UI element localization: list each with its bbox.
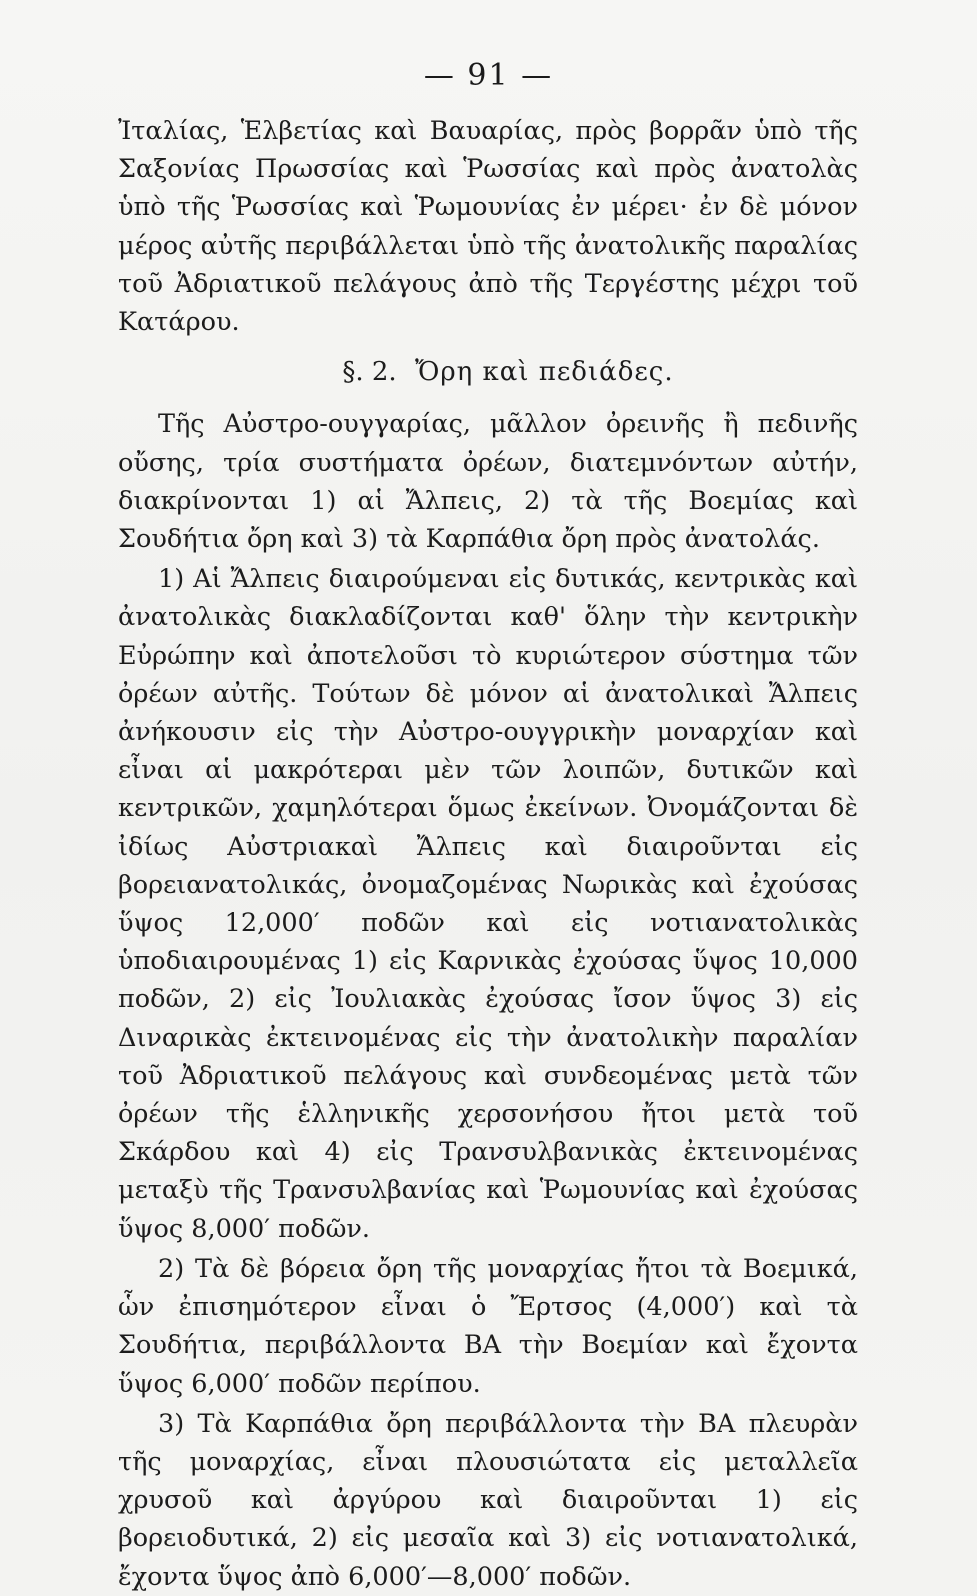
section-title: Ὄρη καὶ πεδιάδες. [414,357,674,388]
paragraph-bohemian-mountains: 2) Τὰ δὲ βόρεια ὄρη τῆς μοναρχίας ἤτοι τὰ Βοεμικά, ὧν ἐπισημότερον εἶναι ὁ Ἔρτσος (4,000′) καὶ τὰ Σουδήτια, περιβάλλοντα ΒΑ τὴν Βοεμίαν καὶ ἔχοντα ὕψος 6,000′ ποδῶν περίπου. [118,1253,858,1399]
page-body [118,112,858,1596]
intro-paragraph: Ἰταλίας, Ἑλβετίας καὶ Βαυαρίας, πρὸς βορρᾶν ὑπὸ τῆς Σαξονίας Πρωσσίας καὶ Ῥωσσίας καὶ πρὸς ἀνατολὰς ὑπὸ τῆς Ῥωσσίας καὶ Ῥωμουνίας ἐν μέρει· ἐν δὲ μόνον μέρος αὐτῆς περιβάλλεται ὑπὸ τῆς ἀνατολικῆς παραλίας τοῦ Ἀδριατικοῦ πελάγους ἀπὸ τῆς Τεργέστης μέχρι τοῦ Κατάρου. [118,116,858,338]
paragraph-alps: 1) Αἱ Ἄλπεις διαιρούμεναι εἰς δυτικάς, κεντρικὰς καὶ ἀνατολικὰς διακλαδίζονται καθ' ὅλην τὴν κεντρικὴν Εὐρώπην καὶ ἀποτελοῦσι τὸ κυριώτερον σύστημα τῶν ὀρέων αὐτῆς. Τούτων δὲ μόνον αἱ ἀνατολικαὶ Ἄλπεις ἀνήκουσιν εἰς τὴν Αὐστρο-ουγγρικὴν μοναρχίαν καὶ εἶναι αἱ μακρότεραι μὲν τῶν λοιπῶν, δυτικῶν καὶ κεντρικῶν, χαμηλότεραι ὅμως ἐκείνων. Ὀνομάζονται δὲ ἰδίως Αὐστριακαὶ Ἄλπεις καὶ διαιροῦνται εἰς βορειανατολικάς, ὀνομαζομένας Νωρικὰς καὶ ἐχούσας ὕψος 12,000′ ποδῶν καὶ εἰς νοτιανατολικὰς ὑποδιαιρουμένας 1) εἰς Καρνικὰς ἐχούσας ὕψος 10,000 ποδῶν, 2) εἰς Ἰουλιακὰς ἐχούσας ἴσον ὕψος 3) εἰς Διναρικὰς ἐκτεινομένας εἰς τὴν ἀνατολικὴν παραλίαν τοῦ Ἀδριατικοῦ πελάγους καὶ συνδεομένας μετὰ τῶν ὀρέων τῆς ἑλληνικῆς χερσονήσου ἤτοι μετὰ τοῦ Σκάρδου καὶ 4) εἰς Τρανσυλβανικὰς ἐκτεινομένας μεταξὺ τῆς Τρανσυλβανίας καὶ Ῥωμουνίας καὶ ἐχούσας ὕψος 8,000′ ποδῶν. [118,564,858,1244]
section-number: §. 2. [342,357,397,388]
paragraph-carpathians: 3) Τὰ Καρπάθια ὄρη περιβάλλοντα τὴν ΒΑ πλευρὰν τῆς μοναρχίας, εἶναι πλουσιώτατα εἰς μεταλλεῖα χρυσοῦ καὶ ἀργύρου καὶ διαιροῦνται 1) εἰς βορειοδυτικά, 2) εἰς μεσαῖα καὶ 3) εἰς νοτιανατολικά, ἔχοντα ὕψος ἀπὸ 6,000′—8,000′ ποδῶν. [118,1408,858,1592]
page-number: — 91 — [423,58,554,93]
section-heading [118,353,858,391]
paragraph-overview: Τῆς Αὐστρο-ουγγαρίας, μᾶλλον ὀρεινῆς ἢ πεδινῆς οὔσης, τρία συστήματα ὀρέων, διατεμνόντων αὐτήν, διακρίνονται 1) αἱ Ἄλπεις, 2) τὰ τῆς Βοεμίας καὶ Σουδήτια ὄρη καὶ 3) τὰ Καρπάθια ὄρη πρὸς ἀνατολάς. [118,409,858,555]
